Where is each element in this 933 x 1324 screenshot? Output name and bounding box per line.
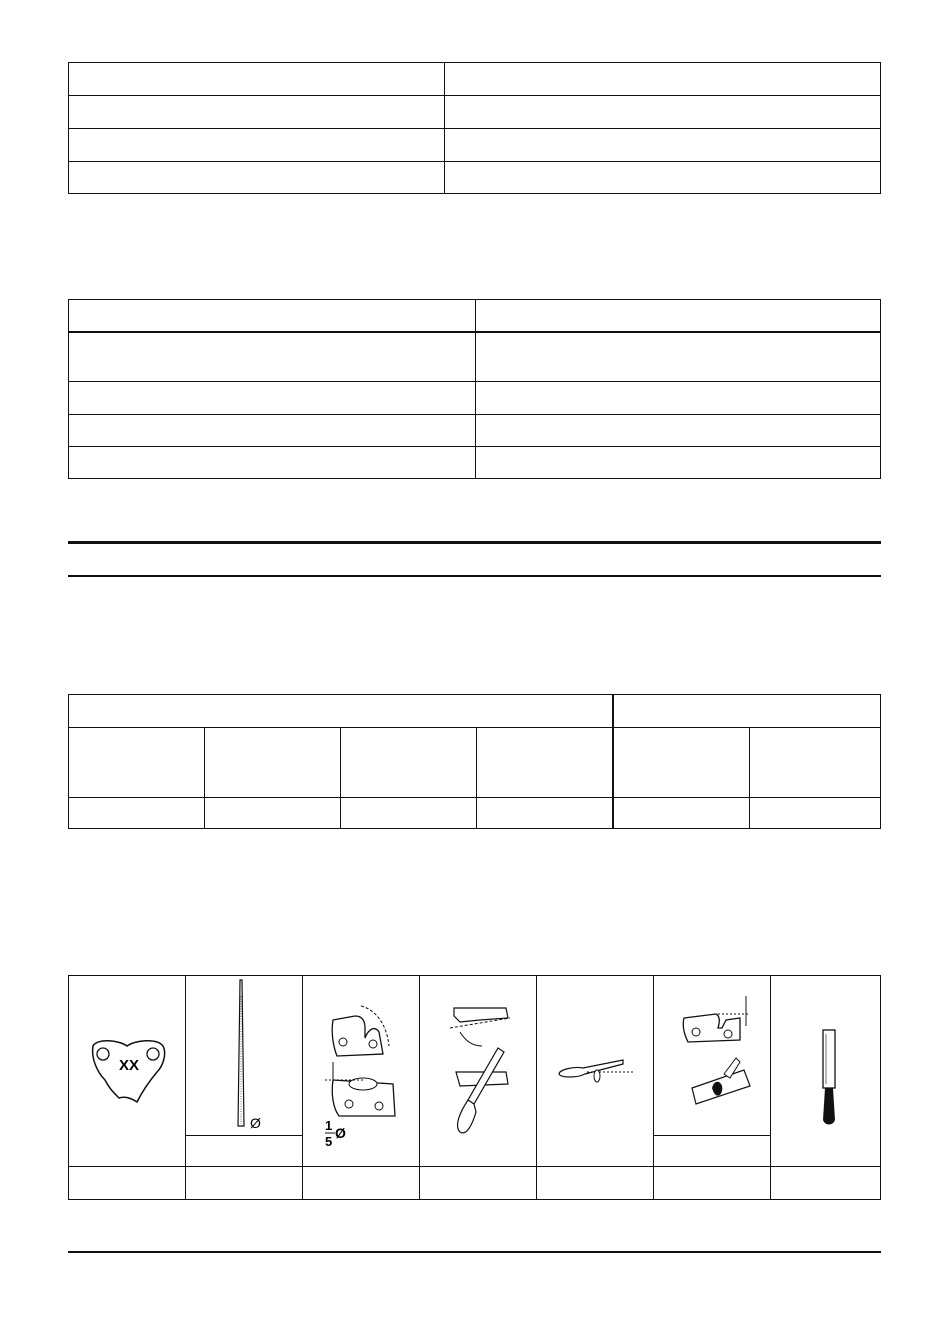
table-row — [69, 447, 881, 479]
table-group-header-row — [69, 695, 881, 728]
table-cell — [303, 1167, 420, 1200]
table-cell — [445, 96, 881, 129]
table-cell — [771, 976, 881, 1167]
table-cell — [186, 1136, 303, 1167]
table-cell — [477, 728, 614, 798]
table-cell — [613, 798, 750, 829]
table-cell — [537, 976, 654, 1167]
cutter-file-depth-icon — [303, 976, 419, 1166]
table-4-sharpening-tools — [68, 975, 881, 1200]
table-cell — [69, 1167, 186, 1200]
table-cell — [445, 129, 881, 162]
table-cell — [420, 1167, 537, 1200]
table-cell — [445, 63, 881, 96]
file-diameter-symbol: Ø — [250, 1115, 261, 1131]
table-cell — [771, 1167, 881, 1200]
table-cell — [476, 382, 881, 415]
table-row — [69, 96, 881, 129]
table-cell — [205, 728, 341, 798]
round-file-icon — [186, 976, 302, 1135]
table-subheader-row — [69, 728, 881, 798]
table-cell — [69, 162, 445, 194]
depth-gauge-icon — [654, 976, 770, 1135]
section-rule-bottom — [68, 575, 881, 577]
table-cell — [69, 798, 205, 829]
table-row — [69, 1167, 881, 1200]
table-cell — [613, 728, 750, 798]
table-cell — [750, 728, 881, 798]
table-cell — [341, 798, 477, 829]
table-cell — [69, 447, 476, 479]
table-1 — [68, 62, 881, 194]
table-row — [69, 415, 881, 447]
table-cell — [476, 332, 881, 382]
table-cell — [537, 1167, 654, 1200]
table-2 — [68, 299, 881, 479]
table-row — [69, 798, 881, 829]
table-header-row — [69, 300, 881, 332]
table-row — [69, 63, 881, 96]
tooth-code-label: XX — [118, 1057, 140, 1074]
table-cell — [69, 63, 445, 96]
table-cell — [69, 415, 476, 447]
file-angle-guide-icon — [420, 976, 536, 1166]
table-group-header — [69, 695, 614, 728]
table-cell — [69, 332, 476, 382]
table-cell — [476, 447, 881, 479]
table-row — [69, 129, 881, 162]
table-icon-row — [69, 976, 881, 1136]
fraction-denominator: 5 — [325, 1134, 333, 1149]
section-rule-top — [68, 541, 881, 544]
table-cell — [750, 798, 881, 829]
table-cell — [69, 300, 476, 332]
table-cell — [476, 415, 881, 447]
table-cell — [69, 96, 445, 129]
table-cell — [476, 300, 881, 332]
footer-rule — [68, 1251, 881, 1253]
table-row — [69, 332, 881, 382]
table-row — [69, 162, 881, 194]
table-cell — [69, 976, 186, 1167]
table-cell — [445, 162, 881, 194]
table-cell — [654, 976, 771, 1136]
table-row — [69, 382, 881, 415]
fraction-numerator: 1 — [325, 1118, 333, 1133]
table-cell — [654, 1167, 771, 1200]
table-group-header — [613, 695, 881, 728]
flat-file-icon — [771, 976, 887, 1166]
table-cell — [654, 1136, 771, 1167]
table-cell — [205, 798, 341, 829]
table-3 — [68, 694, 881, 829]
fraction-diameter-symbol: Ø — [335, 1125, 346, 1141]
table-cell — [303, 976, 420, 1167]
file-holder-icon — [537, 976, 653, 1166]
table-cell — [69, 382, 476, 415]
table-cell — [477, 798, 614, 829]
table-cell — [69, 728, 205, 798]
table-cell — [341, 728, 477, 798]
table-cell — [186, 976, 303, 1136]
table-cell — [69, 129, 445, 162]
table-cell — [420, 976, 537, 1167]
chain-cutter-tooth-icon — [69, 976, 185, 1166]
table-cell — [186, 1167, 303, 1200]
